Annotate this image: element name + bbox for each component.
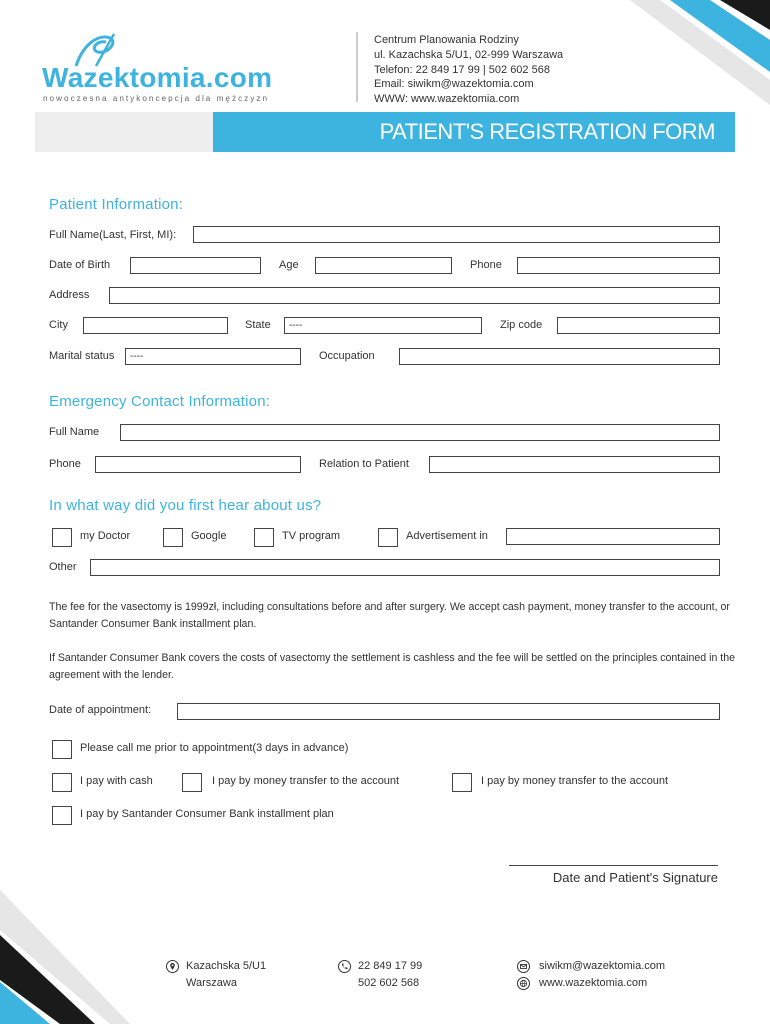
referral-heading: In what way did you first hear about us? xyxy=(49,497,322,514)
other-field[interactable] xyxy=(90,559,720,576)
pay-cash-checkbox[interactable] xyxy=(52,773,72,792)
pay-transfer-label-1: I pay by money transfer to the account xyxy=(212,775,400,787)
relation-field[interactable] xyxy=(429,456,720,473)
marital-status-label: Marital status xyxy=(49,350,115,362)
form-title: PATIENT'S REGISTRATION FORM xyxy=(379,119,715,144)
pay-cash-label: I pay with cash xyxy=(80,775,153,787)
age-field[interactable] xyxy=(315,257,452,274)
signature-line[interactable] xyxy=(509,865,718,866)
full-name-label: Full Name(Last, First, MI): xyxy=(49,229,177,241)
full-name-field[interactable] xyxy=(193,226,720,243)
zip-label: Zip code xyxy=(500,319,543,331)
logo-tagline: nowoczesna antykoncepcja dla mężczyzn xyxy=(43,94,270,103)
emergency-full-name-label: Full Name xyxy=(49,426,100,438)
clinic-website: WWW: www.wazektomia.com xyxy=(374,93,520,105)
header-divider xyxy=(356,32,358,102)
email-icon xyxy=(517,960,530,973)
globe-icon xyxy=(517,977,530,990)
occupation-field[interactable] xyxy=(399,348,720,365)
footer-address-line1: Kazachska 5/U1 xyxy=(186,960,267,972)
footer-email: siwikm@wazektomia.com xyxy=(539,960,666,972)
footer-phone2: 502 602 568 xyxy=(358,977,420,989)
pay-santander-label: I pay by Santander Consumer Bank installment plan xyxy=(80,808,334,820)
corner-decoration-top xyxy=(590,0,770,110)
dob-field[interactable] xyxy=(130,257,261,274)
pay-santander-checkbox[interactable] xyxy=(52,806,72,825)
occupation-label: Occupation xyxy=(319,350,375,362)
signature-label: Date and Patient's Signature xyxy=(552,870,718,885)
location-pin-icon xyxy=(166,960,179,973)
city-field[interactable] xyxy=(83,317,228,334)
emergency-phone-field[interactable] xyxy=(95,456,301,473)
clinic-address: ul. Kazachska 5/U1, 02-999 Warszawa xyxy=(374,49,564,61)
pay-transfer-checkbox-1[interactable] xyxy=(182,773,202,792)
advertisement-field[interactable] xyxy=(506,528,720,545)
corner-decoration-bottom xyxy=(0,890,130,1024)
my-doctor-checkbox[interactable] xyxy=(52,528,72,547)
my-doctor-label: my Doctor xyxy=(80,530,131,542)
emergency-contact-heading: Emergency Contact Information: xyxy=(49,393,271,410)
call-prior-checkbox[interactable] xyxy=(52,740,72,759)
phone-label: Phone xyxy=(470,259,502,271)
city-label: City xyxy=(49,319,68,331)
age-label: Age xyxy=(279,259,299,271)
other-label: Other xyxy=(49,561,77,573)
advertisement-label: Advertisement in xyxy=(406,530,488,542)
emergency-full-name-field[interactable] xyxy=(120,424,720,441)
logo xyxy=(42,40,292,110)
fee-paragraph: The fee for the vasectomy is 1999zł, including consultations before and after surgery. We accept cash payment, money transfer to the account, or Santander Consumer Bank installment plan. xyxy=(49,601,730,630)
title-band-grey xyxy=(35,112,213,152)
phone-icon xyxy=(338,960,351,973)
marital-status-field[interactable]: ---- xyxy=(125,348,301,365)
logo-text: Wazektomia.com xyxy=(42,62,273,93)
relation-label: Relation to Patient xyxy=(319,458,409,470)
santander-paragraph: If Santander Consumer Bank covers the costs of vasectomy the settlement is cashless and the fee will be settled on the principles contained in the agreement with the lender. xyxy=(49,652,736,681)
appointment-date-field[interactable] xyxy=(177,703,720,720)
clinic-phone: Telefon: 22 849 17 99 | 502 602 568 xyxy=(374,64,550,76)
zip-field[interactable] xyxy=(557,317,720,334)
footer-website: www.wazektomia.com xyxy=(539,977,648,989)
dob-label: Date of Birth xyxy=(49,259,111,271)
pay-transfer-label-2: I pay by money transfer to the account xyxy=(481,775,669,787)
phone-field[interactable] xyxy=(517,257,720,274)
tv-program-checkbox[interactable] xyxy=(254,528,274,547)
clinic-email: Email: siwikm@wazektomia.com xyxy=(374,78,534,90)
google-label: Google xyxy=(191,530,227,542)
address-field[interactable] xyxy=(109,287,720,304)
advertisement-checkbox[interactable] xyxy=(378,528,398,547)
footer-phone1: 22 849 17 99 xyxy=(358,960,423,972)
call-prior-label: Please call me prior to appointment(3 days in advance) xyxy=(80,742,349,754)
address-label: Address xyxy=(49,289,90,301)
pay-transfer-checkbox-2[interactable] xyxy=(452,773,472,792)
clinic-name: Centrum Planowania Rodziny xyxy=(374,34,519,46)
tv-program-label: TV program xyxy=(282,530,341,542)
state-label: State xyxy=(245,319,271,331)
patient-info-heading: Patient Information: xyxy=(49,196,184,213)
state-field[interactable]: ---- xyxy=(284,317,482,334)
emergency-phone-label: Phone xyxy=(49,458,81,470)
footer-address-line2: Warszawa xyxy=(186,977,237,989)
google-checkbox[interactable] xyxy=(163,528,183,547)
appointment-date-label: Date of appointment: xyxy=(49,704,152,716)
